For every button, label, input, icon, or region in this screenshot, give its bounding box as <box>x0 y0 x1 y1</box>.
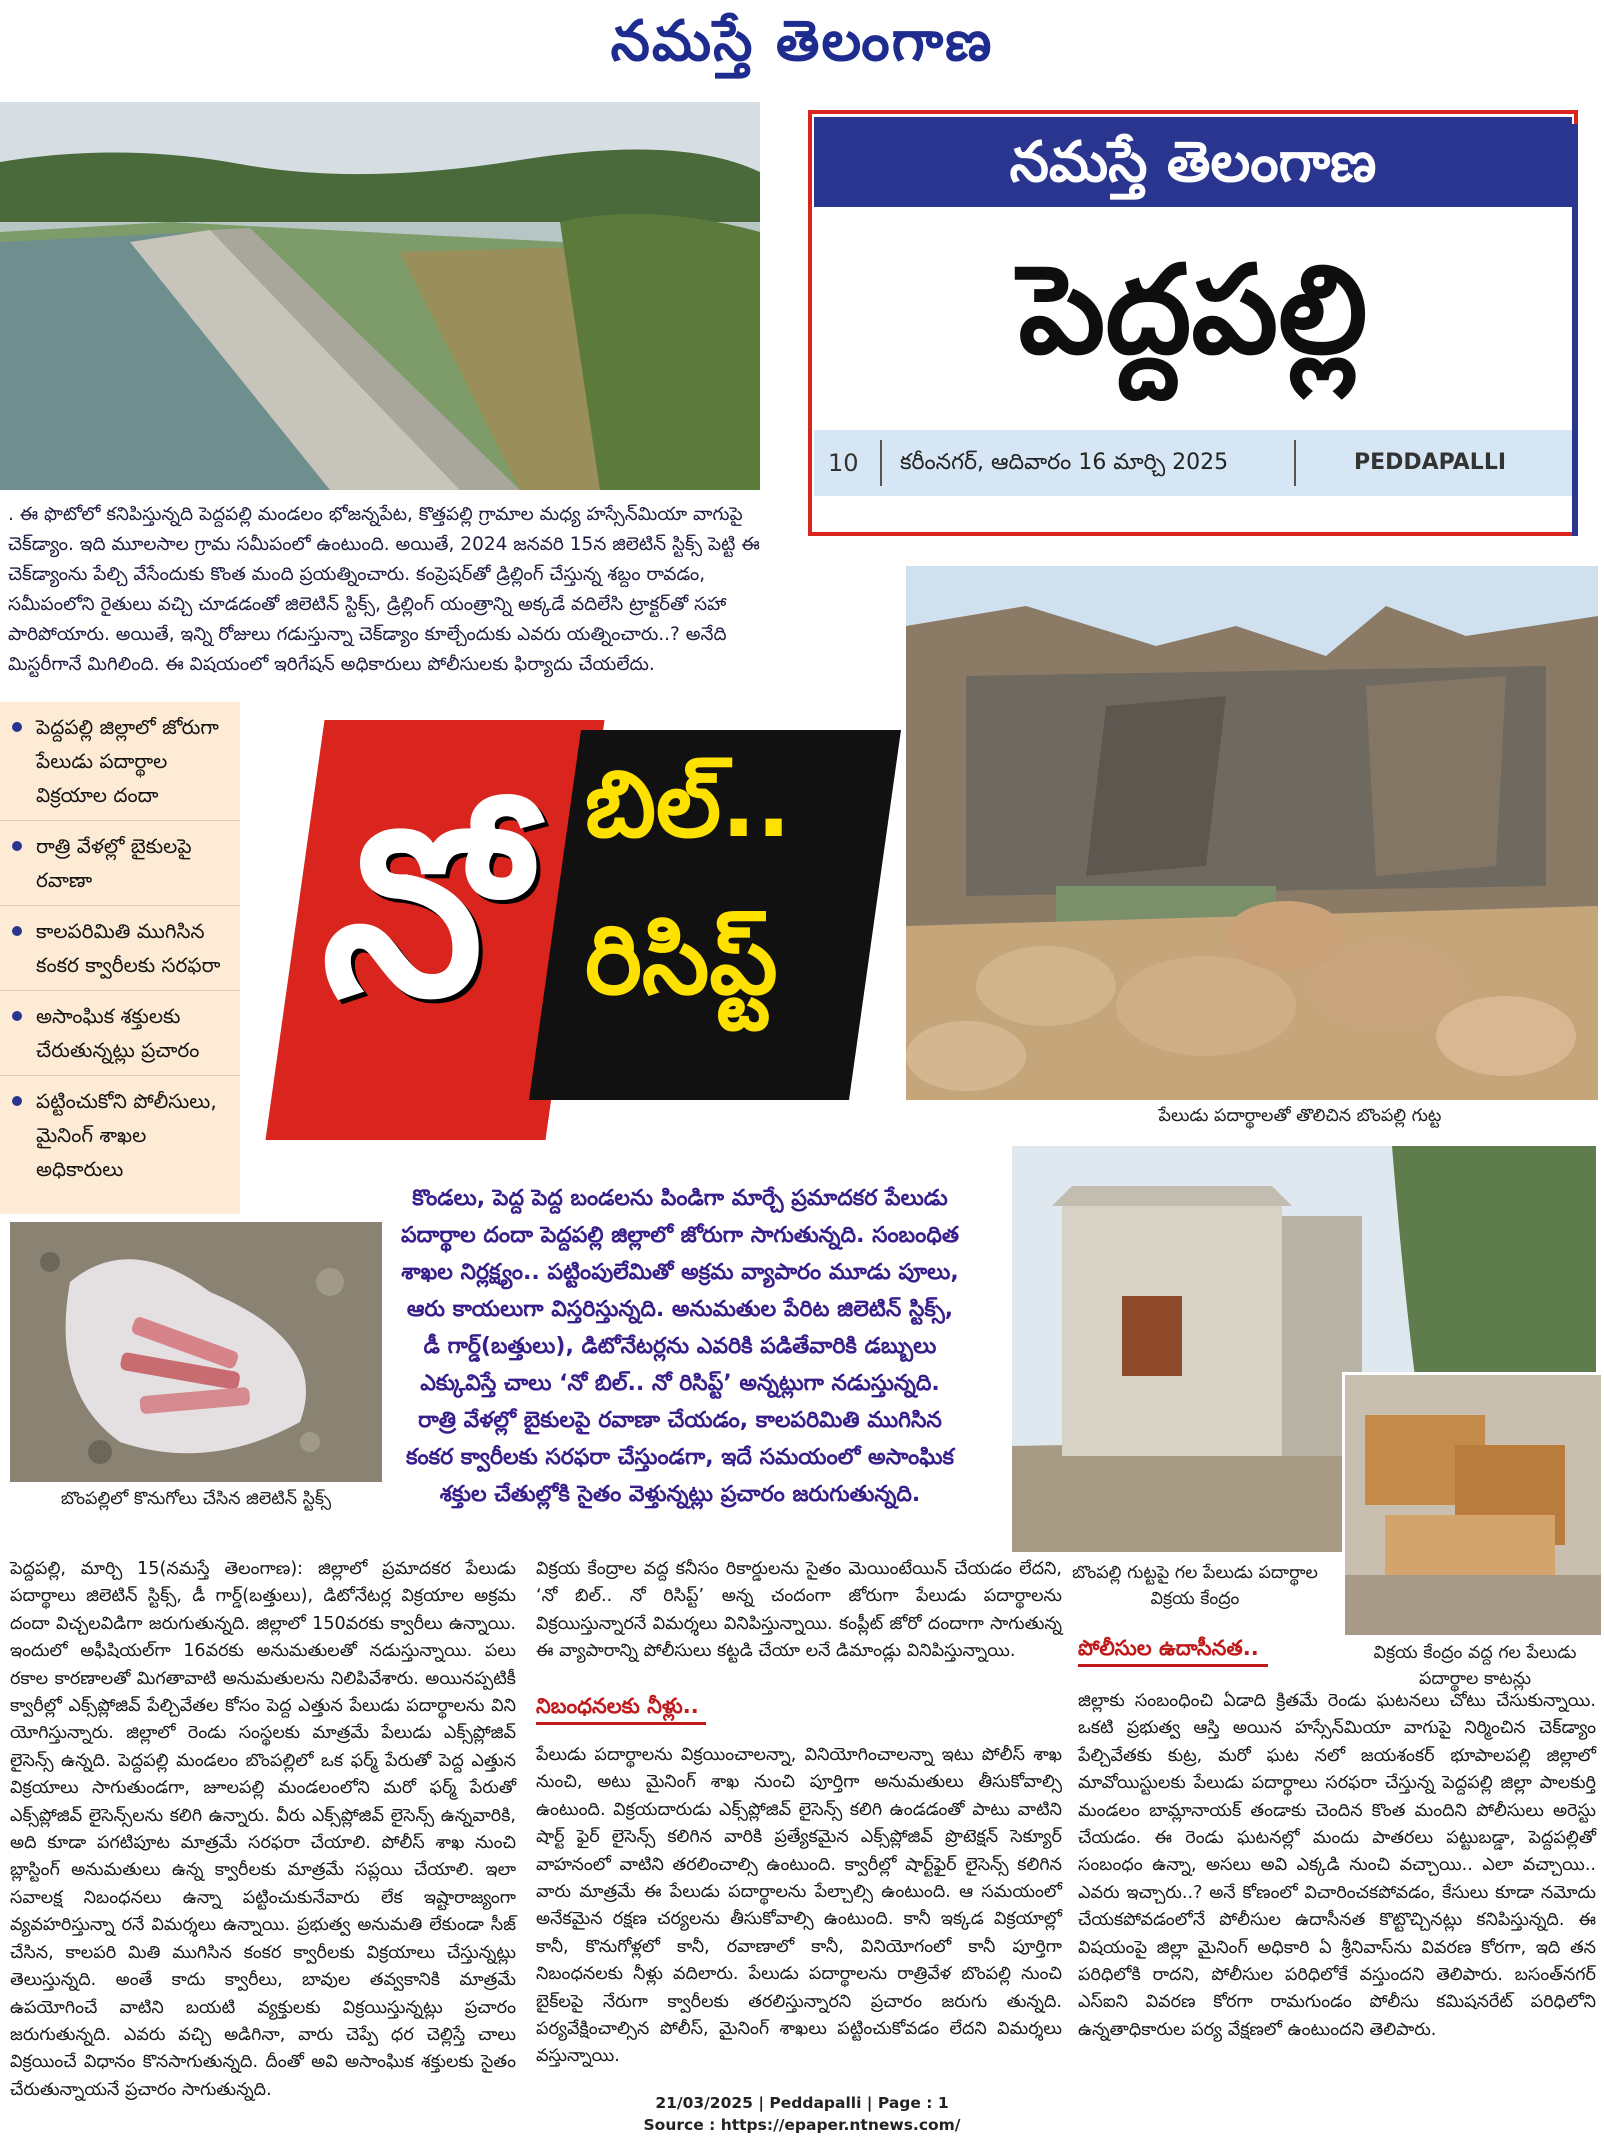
quarry-photo <box>906 566 1598 1100</box>
checkdam-caption: . ఈ ఫొటోలో కనిపిస్తున్నది పెద్దపల్లి మండలం భోజన్నపేట, కొత్తపల్లి గ్రామాల మధ్య హస్సేన్‌మియా వాగుపై చెక్‌డ్యాం. ఇది మూలసాల గ్రామ సమీపంలో ఉంటుంది. అయితే, 2024 జనవరి 15న జిలెటిన్ స్టిక్స్ పెట్టి ఈ చెక్‌డ్యాంను పేల్చి వేసేందుకు కొంత మంది ప్రయత్నించారు. కంప్రెషర్‌తో డ్రిల్లింగ్ చేస్తున్న శబ్దం రావడం, సమీపంలోని రైతులు వచ్చి చూడడంతో జిలెటిన్ స్టిక్స్, డ్రిల్లింగ్ యంత్రాన్ని అక్కడే వదిలేసి ట్రాక్టర్‌తో సహా పారిపోయారు. అయితే, ఇన్ని రోజులు గడుస్తున్నా చెక్‌డ్యాం కూల్చేందుకు ఎవరు యత్నించారు..? అనేది మిస్టరీగానే మిగిలింది. ఈ విషయంలో ఇరిగేషన్ అధికారులు పోలీసులకు ఫిర్యాదు చేయలేదు. <box>8 504 760 675</box>
lede-paragraph: కొండలు, పెద్ద పెద్ద బండలను పిండిగా మార్చే ప్రమాదకర పేలుడు పదార్థాల దందా పెద్దపల్లి జిల్లాలో జోరుగా సాగుతున్నది. సంబంధిత శాఖల నిర్లక్ష్యం.. పట్టింపులేమితో అక్రమ వ్యాపారం మూడు పూలు, ఆరు కాయలుగా విస్తరిస్తున్నది. అనుమతుల పేరిట జిలెటిన్ స్టిక్స్, డీ గార్డ్(బత్తులు), డిటోనేటర్లను ఎవరికి పడితేవారికి డబ్బులు ఎక్కువిస్తే చాలు ‘నో బిల్.. నో రిసిప్ట్’ అన్నట్లుగా నడుస్తున్నది. రాత్రి వేళల్లో బైకులపై రవాణా చేయడం, కాలపరిమితి ముగిసిన కంకర క్వారీలకు సరఫరా చేస్తుండగా, ఇదే సమయంలో అసాంఘిక శక్తుల చేతుల్లోకి సైతం వెళ్తున్నట్లు ప్రచారం జరుగుతున్నది. <box>400 1186 959 1507</box>
boxes-caption: విక్రయ కేంద్రం వద్ద గల పేలుడు పదార్థాల కాటన్లు <box>1373 1643 1577 1689</box>
section-title: పెద్దపల్లి <box>1018 239 1368 381</box>
headline-graphic <box>255 690 915 1170</box>
bullet-icon <box>12 926 22 936</box>
highlight-item: రాత్రి వేళల్లో బైకులపై రవాణా <box>0 821 240 906</box>
dateline: కరీంనగర్, ఆదివారం 16 మార్చి 2025 <box>900 450 1229 475</box>
footer-page-info: 21/03/2025 | Peddapalli | Page : 1 <box>655 2094 949 2112</box>
dateline-divider <box>1294 440 1296 486</box>
bullet-icon <box>12 841 22 851</box>
edition-name: PEDDAPALLI <box>1353 450 1507 475</box>
headline-bill: బిల్.. <box>585 751 792 858</box>
hut-caption: బొంపల్లి గుట్టపై గల పేలుడు పదార్థాల విక్రయ కేంద్రం <box>1072 1563 1318 1609</box>
footer-source: Source : https://epaper.ntnews.com/ <box>643 2116 961 2134</box>
highlight-item: పెద్దపల్లి జిల్లాలో జోరుగా పేలుడు పదార్థాల విక్రయాల దందా <box>0 702 240 821</box>
dateline-divider <box>880 440 882 486</box>
subhead-police: పోలీసుల ఉదాసీనత.. <box>1078 1636 1259 1660</box>
page-number: 10 <box>828 449 859 477</box>
bullet-icon <box>12 1011 22 1021</box>
highlight-item: అసాంఘిక శక్తులకు చేరుతున్నట్లు ప్రచారం <box>0 991 240 1076</box>
article-body-col3: జిల్లాకు సంబంధించి ఏడాది క్రితమే రెండు ఘటనలు చోటు చేసుకున్నాయి. ఒకటి ప్రభుత్వ ఆస్తి అయిన హస్సేన్‌మియా వాగుపై నిర్మించిన చెక్‌డ్యాం పేల్చివేతకు కుట్ర, మరో ఘట నలో జయశంకర్ భూపాలపల్లి జిల్లాలో మావోయిస్టులకు పేలుడు పదార్థాలు సరఫరా చేస్తున్న పెద్దపల్లి జిల్లా పాలకుర్తి మండలం బామ్లానాయక్ తండాకు చెందిన కొంత మందిని పోలీసులు అరెస్టు చేయడం. ఈ రెండు ఘటనల్లో మందు పాతరలు పట్టుబడ్డా, పెద్దపల్లితో సంబంధం ఉన్నా, అసలు అవి ఎక్కడి నుంచి వచ్చాయి.. ఎలా వచ్చాయి.. ఎవరు ఇచ్చారు..? అనే కోణంలో విచారించకపోవడం, కేసులు కూడా నమోదు చేయకపోవడంలోనే పోలీసుల ఉదాసీనత కొట్టొచ్చినట్లు కనిపిస్తున్నది. ఈ విషయంపై జిల్లా మైనింగ్ అధికారి ఏ శ్రీనివాస్‌ను వివరణ కోరగా, ఇది తన పరిధిలోకి రాదని, పోలీసుల పరిధిలోకే వస్తుందని తెలిపారు. బసంత్‌నగర్ ఎస్ఐని వివరణ కోరగా రామగుండం పోలీసు కమిషనరేట్ పరిధిలోని ఉన్నతాధికారుల పర్య వేక్షణలో ఉంటుందని తెలిపారు. <box>1078 1691 1596 2040</box>
gelatin-caption: బొంపల్లిలో కొనుగోలు చేసిన జిలెటిన్ స్టిక్స్ <box>60 1489 332 1509</box>
boxes-photo <box>1342 1372 1604 1638</box>
subhead-underline <box>1078 1664 1268 1667</box>
page-footer <box>0 2092 1604 2136</box>
gelatin-photo <box>10 1222 382 1482</box>
subhead-rules: నిబంధనలకు నీళ్లు.. <box>536 1694 699 1718</box>
subhead-underline <box>536 1722 706 1725</box>
headline-no: నో <box>321 781 529 1048</box>
section-brand-band: నమస్తే తెలంగాణ <box>814 117 1572 207</box>
article-body-col2-intro: విక్రయ కేంద్రాల వద్ద కనీసం రికార్డులను సైతం మెయింటేయిన్ చేయడం లేదని, ‘నో బిల్.. నో రిసిప్ట్’ అన్న చందంగా జోరుగా పేలుడు పదార్థాలను విక్రయిస్తున్నారనే విమర్శలు వినిపిస్తున్నాయి. కంప్లీట్ జోరో దందాగా సాగుతున్న ఈ వ్యాపారాన్ని పోలీసులు కట్టడి చేయా లనే డిమాండ్లు వినిపిస్తున్నాయి. <box>536 1559 1062 1662</box>
headline-receipt: రిసిప్ట్ <box>585 904 778 1016</box>
bullet-icon <box>12 1096 22 1106</box>
masthead-logo: నమస్తే తెలంగాణ <box>610 8 994 74</box>
bullet-icon <box>12 722 22 732</box>
article-body-col2: పేలుడు పదార్థాలను విక్రయించాలన్నా, వినియోగించాలన్నా ఇటు పోలీస్ శాఖ నుంచి, అటు మైనింగ్ శాఖ నుంచి పూర్తిగా అనుమతులు తీసుకోవాల్సి ఉంటుంది. విక్రయదారుడు ఎక్స్‌ప్లోజివ్ లైసెన్స్ కలిగి ఉండడంతో పాటు వాటిని షార్ట్ ఫైర్ లైసెన్స్ కలిగిన వారికి ప్రత్యేకమైన ఎక్స్‌ప్లోజివ్ ప్రొటెక్షన్ సెక్యూర్ వాహనంలో వాటిని తరలించాల్సి ఉంటుంది. క్వారీల్లో షార్ట్‌ఫైర్ లైసెన్స్ కలిగిన వారు మాత్రమే ఈ పేలుడు పదార్థాలను పేల్చాల్సి ఉంటుంది. ఆ సమయంలో అనేకమైన రక్షణ చర్యలను తీసుకోవాల్సి ఉంటుంది. కానీ ఇక్కడ విక్రయాల్లో కానీ, కొనుగోళ్లలో కానీ, రవాణాలో కానీ, వినియోగంలో కానీ పూర్తిగా నిబంధనలకు నీళ్లు వదిలారు. పేలుడు పదార్థాలను రాత్రివేళ బొంపల్లి నుంచి బైక్‌లపై నేరుగా క్వారీలకు తరలిస్తున్నారని ప్రచారం జరుగు తున్నది. పర్యవేక్షించాల్సిన పోలీస్, మైనింగ్ శాఖలు పట్టించుకోవడం లేదని విమర్శలు వస్తున్నాయి. <box>536 1745 1062 2067</box>
quarry-caption: పేలుడు పదార్థాలతో తొలిచిన బొంపల్లి గుట్ట <box>1158 1106 1442 1126</box>
highlights-sidebar <box>0 702 240 1214</box>
checkdam-photo <box>0 102 760 490</box>
article-body-col1: పెద్దపల్లి, మార్చి 15(నమస్తే తెలంగాణ): జిల్లాలో ప్రమాదకర పేలుడు పదార్థాలు జిలెటిన్ స్టిక్స్, డీ గార్డ్(బత్తులు), డిటోనేటర్ల విక్రయాల అక్రమ దందా విచ్చలవిడిగా జరుగుతున్నది. జిల్లాలో 150వరకు క్వారీలు ఉన్నాయి. ఇందులో అఫీషియల్‌గా 16వరకు అనుమతులతో నడుస్తున్నాయి. పలు రకాల కారణాలతో మిగతావాటి అనుమతులను నిలిపివేశారు. అయినప్పటికీ క్వారీల్లో ఎక్స్‌ప్లోజివ్ పేల్చివేతల కోసం పెద్ద ఎత్తున పేలుడు పదార్థాలను విని యోగిస్తున్నారు. జిల్లాలో రెండు సంస్థలకు మాత్రమే పేలుడు ఎక్స్‌ప్లోజివ్ లైసెన్స్ ఉన్నది. పెద్దపల్లి మండలం బొంపల్లిలో ఒక ఫర్మ్ పేరుతో పెద్ద ఎత్తున విక్రయాలు సాగుతుండగా, జూలపల్లి మండలంలోని మరో ఫర్మ్ పేరుతో ఎక్స్‌ప్లోజివ్ లైసెన్స్‌లను కలిగి ఉన్నారు. వీరు ఎక్స్‌ప్లోజివ్ లైసెన్స్ ఉన్నవారికి, అది కూడా పగటిపూట మాత్రమే సరఫరా చేయాలి. పోలీస్ శాఖ నుంచి బ్లాస్టింగ్ అనుమతులు ఉన్న క్వారీలకు మాత్రమే సప్లయి చేయాలి. ఇలా సవాలక్ష నిబంధనలు ఉన్నా పట్టించుకునేవారు లేక ఇష్టారాజ్యంగా వ్యవహరిస్తున్నా రనే విమర్శలు ఉన్నాయి. ప్రభుత్వ అనుమతి లేకుండా సీజ్ చేసిన, కాలపరి మితి ముగిసిన కంకర క్వారీలకు విక్రయాలు చేస్తున్నట్లు తెలుస్తున్నది. అంతే కాదు క్వారీలు, బావుల తవ్వకానికి మాత్రమే ఉపయోగించే వాటిని బయటి వ్యక్తులకు విక్రయిస్తున్నట్లు ప్రచారం జరుగుతున్నది. ఎవరు వచ్చి అడిగినా, వారు చెప్పే ధర చెల్లిస్తే చాలు విక్రయించే విధానం కొనసాగుతున్నది. దీంతో అవి అసాంఘిక శక్తులకు సైతం చేరుతున్నాయనే ప్రచారం సాగుతున్నది. <box>10 1559 516 2100</box>
highlight-item: కాలపరిమితి ముగిసిన కంకర క్వారీలకు సరఫరా <box>0 906 240 991</box>
section-header-shadow <box>1572 124 1578 536</box>
highlight-item: పట్టించుకోని పోలీసులు, మైనింగ్ శాఖల అధికారులు <box>0 1076 240 1194</box>
